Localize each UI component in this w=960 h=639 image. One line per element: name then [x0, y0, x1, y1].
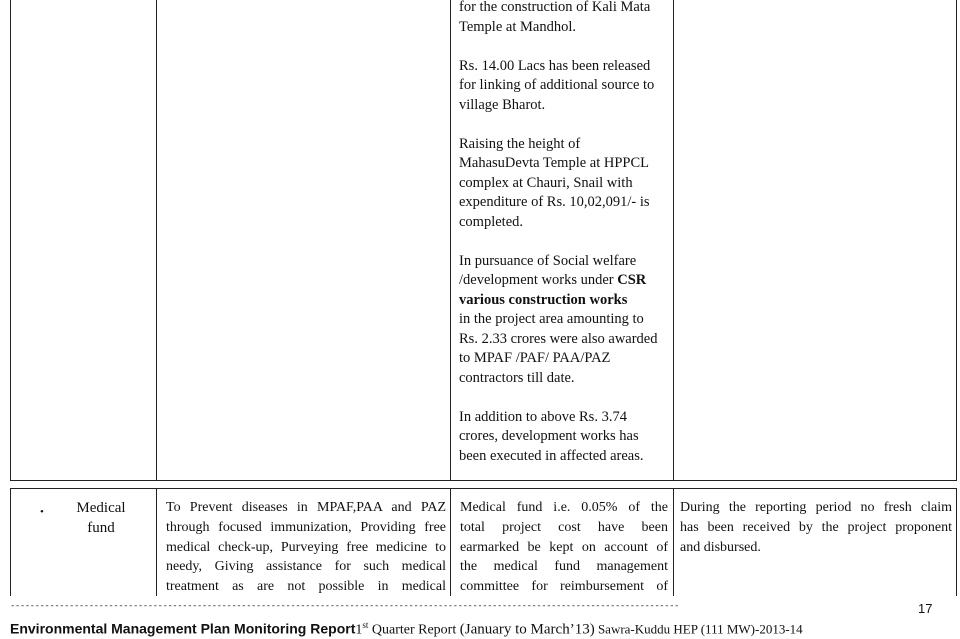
description-line-3: medical check-up, Purveying free medicine to: [166, 539, 446, 555]
bharot-line-1: Rs. 14.00 Lacs has been released: [459, 57, 651, 74]
footer-quarter-text: Quarter Report: [368, 622, 460, 638]
footer-period: (January to March’13): [459, 621, 595, 638]
provision-line-4: the medical fund management: [460, 559, 668, 575]
mahasu-line-2: MahasuDevta Temple at HPPCL: [459, 155, 650, 171]
csr-bold: CSR: [617, 272, 647, 288]
csr-line-4: in the project area amounting to: [459, 311, 644, 327]
kali-mata-line-2: Temple at Mandhol.: [459, 18, 576, 35]
table-row-divider: [10, 480, 957, 481]
table-border-right-lower: [956, 488, 957, 596]
table-border-col3-upper: [673, 0, 674, 480]
footer-project: Sawra-Kuddu HEP (111 MW)-2013-14: [594, 621, 803, 637]
csr-line-7: contractors till date.: [459, 369, 575, 386]
csr-line-6: to MPAF /PAF/ PAA/PAZ: [459, 350, 611, 366]
medical-fund-label: [66, 498, 136, 538]
description-line-4: needy, Giving assistance for such medical: [166, 559, 446, 575]
addition-line-2: crores, development works has: [459, 428, 639, 444]
description-line-1: To Prevent diseases in MPAF,PAA and PAZ: [166, 500, 446, 515]
csr-line-3: [459, 291, 671, 311]
footer-title: [10, 620, 803, 639]
medical-provision-cell: [460, 498, 668, 597]
mahasu-line-5: completed.: [459, 213, 524, 230]
footer-quarter-num: 1: [355, 622, 363, 638]
table-border-col3-lower: [673, 488, 674, 596]
bullet-icon: •: [40, 506, 44, 518]
page-number: 17: [918, 601, 933, 616]
table-border-col2-lower: [450, 488, 451, 596]
table-border-col1-lower: [156, 488, 157, 596]
description-line-5: treatment as are not possible in medical: [166, 579, 446, 595]
mahasu-line-4: expenditure of Rs. 10,02,091/- is: [459, 194, 650, 210]
medical-fund-label-line-2: fund: [87, 520, 115, 536]
table-border-right-upper: [956, 0, 957, 480]
construction-works-bold: various construction works: [459, 291, 628, 308]
csr-works-cell: [459, 0, 671, 466]
footer-divider: ----------------------------------------------------------------------------------------------------------------------------------------: [10, 601, 679, 611]
medical-fund-label-line-1: Medical: [76, 500, 126, 516]
addition-line-1: In addition to above Rs. 3.74: [459, 408, 627, 425]
csr-line-2-text: /development works under: [459, 272, 618, 288]
provision-line-5: committee for reimbursement of: [460, 579, 668, 595]
status-line-3: and disbursed.: [680, 539, 761, 555]
bharot-line-3: village Bharot.: [459, 96, 546, 113]
table-border-col1-upper: [156, 0, 157, 480]
table-row-divider-2: [10, 488, 957, 489]
status-line-2: has been received by the project proponent: [680, 519, 952, 535]
table-border-col2-upper: [450, 0, 451, 480]
csr-line-2: [459, 271, 671, 291]
footer-report-title: Environmental Management Plan Monitoring Report: [10, 620, 356, 637]
medical-description-cell: [166, 498, 446, 597]
table-border-left-lower: [10, 488, 11, 596]
csr-line-5: Rs. 2.33 crores were also awarded: [459, 330, 658, 347]
provision-line-2: total project cost have been: [460, 519, 668, 535]
provision-line-3: earmarked be kept on account of: [460, 539, 668, 555]
bharot-line-2: for linking of additional source to: [459, 77, 655, 93]
status-line-1: During the reporting period no fresh claim: [680, 500, 952, 515]
table-border-left-upper: [10, 0, 11, 480]
medical-status-cell: [680, 498, 952, 557]
mahasu-line-3: complex at Chauri, Snail with: [459, 174, 633, 191]
provision-line-1: Medical fund i.e. 0.05% of the: [460, 500, 668, 515]
csr-line-1: In pursuance of Social welfare: [459, 252, 637, 269]
description-line-2: through focused immunization, Providing free: [166, 519, 446, 535]
kali-mata-line-1: for the construction of Kali Mata: [459, 0, 651, 15]
footer-quarter-sup: st: [362, 620, 369, 630]
mahasu-line-1: Raising the height of: [459, 135, 581, 152]
addition-line-3: been executed in affected areas.: [459, 447, 644, 464]
